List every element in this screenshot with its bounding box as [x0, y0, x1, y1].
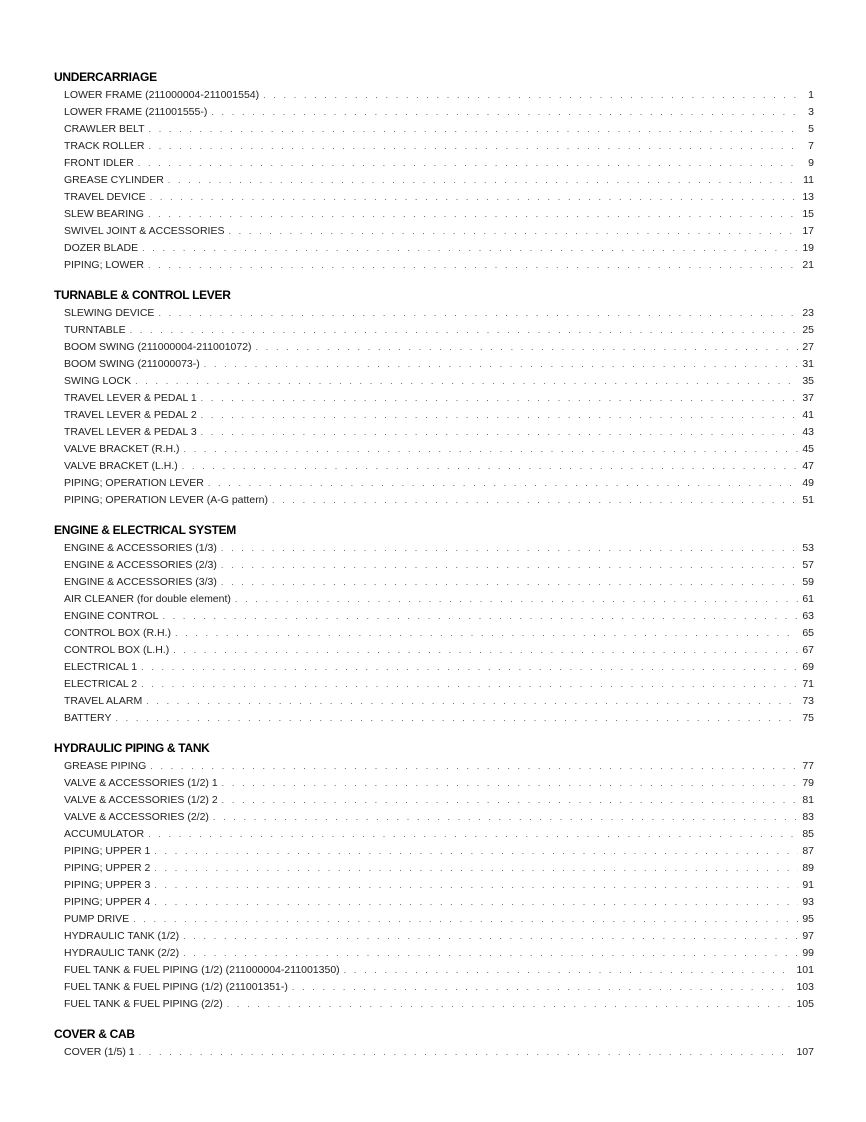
page-number: 107	[796, 1046, 814, 1058]
toc-entry[interactable]	[54, 138, 814, 155]
entry-title: CONTROL BOX (L.H.)	[64, 644, 170, 656]
page-number: 59	[802, 576, 814, 588]
dot-leader	[115, 710, 798, 727]
entry-title: TURNTABLE	[64, 324, 126, 336]
toc-entry[interactable]	[54, 625, 814, 642]
dot-leader	[149, 121, 800, 138]
page-number: 67	[802, 644, 814, 656]
toc-entry[interactable]	[54, 223, 814, 240]
page-number: 41	[802, 409, 814, 421]
entry-title: ENGINE CONTROL	[64, 610, 159, 622]
toc-entry[interactable]	[54, 441, 814, 458]
page-number: 11	[803, 174, 814, 186]
toc-section	[54, 523, 814, 727]
dot-leader	[141, 676, 798, 693]
entry-title: ENGINE & ACCESSORIES (3/3)	[64, 576, 217, 588]
toc-entry[interactable]	[54, 339, 814, 356]
page-number: 53	[802, 542, 814, 554]
toc-entry[interactable]	[54, 608, 814, 625]
page-number: 81	[802, 794, 814, 806]
entry-title: LOWER FRAME (211001555-)	[64, 106, 208, 118]
dot-leader	[213, 809, 798, 826]
dot-leader	[163, 608, 799, 625]
toc-entry[interactable]	[54, 945, 814, 962]
toc-entry[interactable]	[54, 189, 814, 206]
toc-entry[interactable]	[54, 758, 814, 775]
entry-title: VALVE & ACCESSORIES (2/2)	[64, 811, 209, 823]
page-number: 5	[808, 123, 814, 135]
entry-title: COVER (1/5) 1	[64, 1046, 135, 1058]
toc-entry[interactable]	[54, 843, 814, 860]
dot-leader	[130, 322, 799, 339]
entry-title: ENGINE & ACCESSORIES (2/3)	[64, 559, 217, 571]
toc-entry[interactable]	[54, 373, 814, 390]
toc-entry[interactable]	[54, 458, 814, 475]
toc-section	[54, 741, 814, 1013]
page-number: 17	[802, 225, 814, 237]
dot-leader	[272, 492, 798, 509]
toc-entry[interactable]	[54, 809, 814, 826]
dot-leader	[135, 373, 798, 390]
dot-leader	[183, 945, 798, 962]
toc-entry[interactable]	[54, 557, 814, 574]
page-number: 21	[802, 259, 814, 271]
toc-entry[interactable]	[54, 928, 814, 945]
toc-section	[54, 70, 814, 274]
entry-title: ELECTRICAL 2	[64, 678, 138, 690]
dot-leader	[211, 104, 800, 121]
page-number: 1	[808, 89, 814, 101]
dot-leader	[201, 407, 799, 424]
dot-leader	[263, 87, 800, 104]
page-number: 45	[802, 443, 814, 455]
entry-title: BATTERY	[64, 712, 112, 724]
dot-leader	[235, 591, 798, 608]
dot-leader	[154, 843, 798, 860]
page-number: 91	[802, 879, 814, 891]
entry-title: ENGINE & ACCESSORIES (1/3)	[64, 542, 217, 554]
dot-leader	[204, 356, 799, 373]
entry-title: ELECTRICAL 1	[64, 661, 138, 673]
page-number: 97	[802, 930, 814, 942]
page-number: 23	[802, 307, 814, 319]
page-number: 83	[802, 811, 814, 823]
entry-title: TRAVEL LEVER & PEDAL 3	[64, 426, 197, 438]
entry-title: PIPING; OPERATION LEVER (A-G pattern)	[64, 494, 269, 506]
page-number: 15	[802, 208, 814, 220]
page-number: 35	[802, 375, 814, 387]
page-number: 79	[802, 777, 814, 789]
dot-leader	[183, 928, 798, 945]
page-number: 7	[808, 140, 814, 152]
page-number: 63	[802, 610, 814, 622]
page-number: 61	[802, 593, 814, 605]
dot-leader	[208, 475, 798, 492]
dot-leader	[158, 305, 798, 322]
dot-leader	[221, 557, 798, 574]
page-number: 43	[802, 426, 814, 438]
page-number: 95	[802, 913, 814, 925]
entry-title: VALVE BRACKET (L.H.)	[64, 460, 178, 472]
entry-title: VALVE & ACCESSORIES (1/2) 1	[64, 777, 218, 789]
dot-leader	[154, 860, 798, 877]
entry-title: BOOM SWING (211000004-211001072)	[64, 341, 252, 353]
section-heading: COVER & CAB	[54, 1027, 135, 1041]
dot-leader	[150, 189, 799, 206]
toc-entry[interactable]	[54, 591, 814, 608]
toc-entry[interactable]	[54, 240, 814, 257]
entry-title: FUEL TANK & FUEL PIPING (1/2) (211001351-)	[64, 981, 288, 993]
entry-title: TRACK ROLLER	[64, 140, 145, 152]
page-number: 37	[802, 392, 814, 404]
dot-leader	[154, 894, 798, 911]
entry-title: PIPING; UPPER 1	[64, 845, 151, 857]
page-number: 13	[802, 191, 814, 203]
page-number: 103	[796, 981, 814, 993]
toc-entry[interactable]	[54, 996, 814, 1013]
entry-title: SWIVEL JOINT & ACCESSORIES	[64, 225, 225, 237]
toc-section	[54, 288, 814, 509]
section-heading: HYDRAULIC PIPING & TANK	[54, 741, 210, 755]
dot-leader	[154, 877, 798, 894]
entry-title: PIPING; UPPER 4	[64, 896, 151, 908]
entry-title: VALVE BRACKET (R.H.)	[64, 443, 180, 455]
entry-title: PIPING; LOWER	[64, 259, 144, 271]
page-number: 77	[802, 760, 814, 772]
entry-title: SWING LOCK	[64, 375, 132, 387]
dot-leader	[138, 155, 800, 172]
toc-entry[interactable]	[54, 877, 814, 894]
dot-leader	[173, 642, 798, 659]
toc-entry[interactable]	[54, 475, 814, 492]
page-number: 75	[802, 712, 814, 724]
dot-leader	[221, 540, 798, 557]
dot-leader	[139, 1044, 793, 1061]
section-heading: TURNABLE & CONTROL LEVER	[54, 288, 231, 302]
toc-entry[interactable]	[54, 390, 814, 407]
dot-leader	[292, 979, 793, 996]
toc-entry[interactable]	[54, 642, 814, 659]
dot-leader	[149, 138, 800, 155]
entry-title: ACCUMULATOR	[64, 828, 145, 840]
entry-title: PUMP DRIVE	[64, 913, 130, 925]
section-heading: ENGINE & ELECTRICAL SYSTEM	[54, 523, 236, 537]
dot-leader	[148, 257, 798, 274]
toc-entry[interactable]	[54, 492, 814, 509]
page-number: 51	[802, 494, 814, 506]
dot-leader	[142, 240, 798, 257]
entry-title: LOWER FRAME (211000004-211001554)	[64, 89, 260, 101]
entry-title: BOOM SWING (211000073-)	[64, 358, 200, 370]
toc-entry[interactable]	[54, 792, 814, 809]
toc-entry[interactable]	[54, 322, 814, 339]
toc-section	[54, 1027, 814, 1061]
page-number: 19	[802, 242, 814, 254]
entry-title: PIPING; UPPER 3	[64, 879, 151, 891]
entry-title: PIPING; OPERATION LEVER	[64, 477, 204, 489]
dot-leader	[222, 775, 799, 792]
dot-leader	[201, 424, 799, 441]
toc-entry[interactable]	[54, 257, 814, 274]
toc-entry[interactable]	[54, 121, 814, 138]
page-number: 47	[802, 460, 814, 472]
entry-title: SLEWING DEVICE	[64, 307, 155, 319]
toc-entry[interactable]	[54, 775, 814, 792]
dot-leader	[222, 792, 799, 809]
dot-leader	[150, 758, 798, 775]
toc-entry[interactable]	[54, 911, 814, 928]
page-number: 25	[802, 324, 814, 336]
dot-leader	[141, 659, 798, 676]
toc-entry[interactable]	[54, 659, 814, 676]
dot-leader	[175, 625, 798, 642]
entry-title: GREASE CYLINDER	[64, 174, 164, 186]
toc-entry[interactable]	[54, 172, 814, 189]
page-number: 57	[802, 559, 814, 571]
page-number: 89	[802, 862, 814, 874]
page-number: 85	[802, 828, 814, 840]
dot-leader	[148, 826, 798, 843]
dot-leader	[227, 996, 793, 1013]
dot-leader	[133, 911, 798, 928]
entry-title: FUEL TANK & FUEL PIPING (2/2)	[64, 998, 223, 1010]
entry-title: TRAVEL LEVER & PEDAL 1	[64, 392, 197, 404]
entry-title: PIPING; UPPER 2	[64, 862, 151, 874]
toc-entry[interactable]	[54, 962, 814, 979]
page-number: 27	[802, 341, 814, 353]
entry-title: TRAVEL ALARM	[64, 695, 143, 707]
entry-title: VALVE & ACCESSORIES (1/2) 2	[64, 794, 218, 806]
toc-entry[interactable]	[54, 979, 814, 996]
toc-entry[interactable]	[54, 710, 814, 727]
toc-entry[interactable]	[54, 894, 814, 911]
toc-entry[interactable]	[54, 540, 814, 557]
toc-entry[interactable]	[54, 155, 814, 172]
page-number: 9	[808, 157, 814, 169]
entry-title: HYDRAULIC TANK (1/2)	[64, 930, 180, 942]
section-heading: UNDERCARRIAGE	[54, 70, 157, 84]
page-number: 71	[802, 678, 814, 690]
toc-entry[interactable]	[54, 693, 814, 710]
dot-leader	[344, 962, 793, 979]
entry-title: HYDRAULIC TANK (2/2)	[64, 947, 180, 959]
dot-leader	[256, 339, 799, 356]
page-number: 31	[802, 358, 814, 370]
entry-title: TRAVEL DEVICE	[64, 191, 146, 203]
entry-title: DOZER BLADE	[64, 242, 139, 254]
dot-leader	[148, 206, 798, 223]
dot-leader	[182, 458, 799, 475]
toc-entry[interactable]	[54, 826, 814, 843]
toc-entry[interactable]	[54, 407, 814, 424]
toc-entry[interactable]	[54, 1044, 814, 1061]
entry-title: FUEL TANK & FUEL PIPING (1/2) (211000004-211001350)	[64, 964, 340, 976]
toc-entry[interactable]	[54, 860, 814, 877]
toc-entry[interactable]	[54, 206, 814, 223]
page-number: 101	[796, 964, 814, 976]
page-number: 105	[796, 998, 814, 1010]
page-number: 49	[802, 477, 814, 489]
page-number: 3	[808, 106, 814, 118]
toc-entry[interactable]	[54, 87, 814, 104]
dot-leader	[184, 441, 799, 458]
dot-leader	[168, 172, 799, 189]
toc-entry[interactable]	[54, 305, 814, 322]
entry-title: CRAWLER BELT	[64, 123, 145, 135]
entry-title: FRONT IDLER	[64, 157, 134, 169]
toc-entry[interactable]	[54, 676, 814, 693]
dot-leader	[228, 223, 798, 240]
toc-entry[interactable]	[54, 104, 814, 121]
entry-title: TRAVEL LEVER & PEDAL 2	[64, 409, 197, 421]
page-number: 99	[802, 947, 814, 959]
entry-title: CONTROL BOX (R.H.)	[64, 627, 171, 639]
dot-leader	[146, 693, 798, 710]
page-number: 93	[802, 896, 814, 908]
dot-leader	[221, 574, 798, 591]
toc-entry[interactable]	[54, 356, 814, 373]
entry-title: AIR CLEANER (for double element)	[64, 593, 231, 605]
dot-leader	[201, 390, 799, 407]
page-number: 65	[802, 627, 814, 639]
entry-title: GREASE PIPING	[64, 760, 147, 772]
table-of-contents	[54, 70, 814, 1075]
page-number: 87	[802, 845, 814, 857]
toc-entry[interactable]	[54, 574, 814, 591]
page-number: 69	[802, 661, 814, 673]
toc-entry[interactable]	[54, 424, 814, 441]
entry-title: SLEW BEARING	[64, 208, 144, 220]
page-number: 73	[802, 695, 814, 707]
